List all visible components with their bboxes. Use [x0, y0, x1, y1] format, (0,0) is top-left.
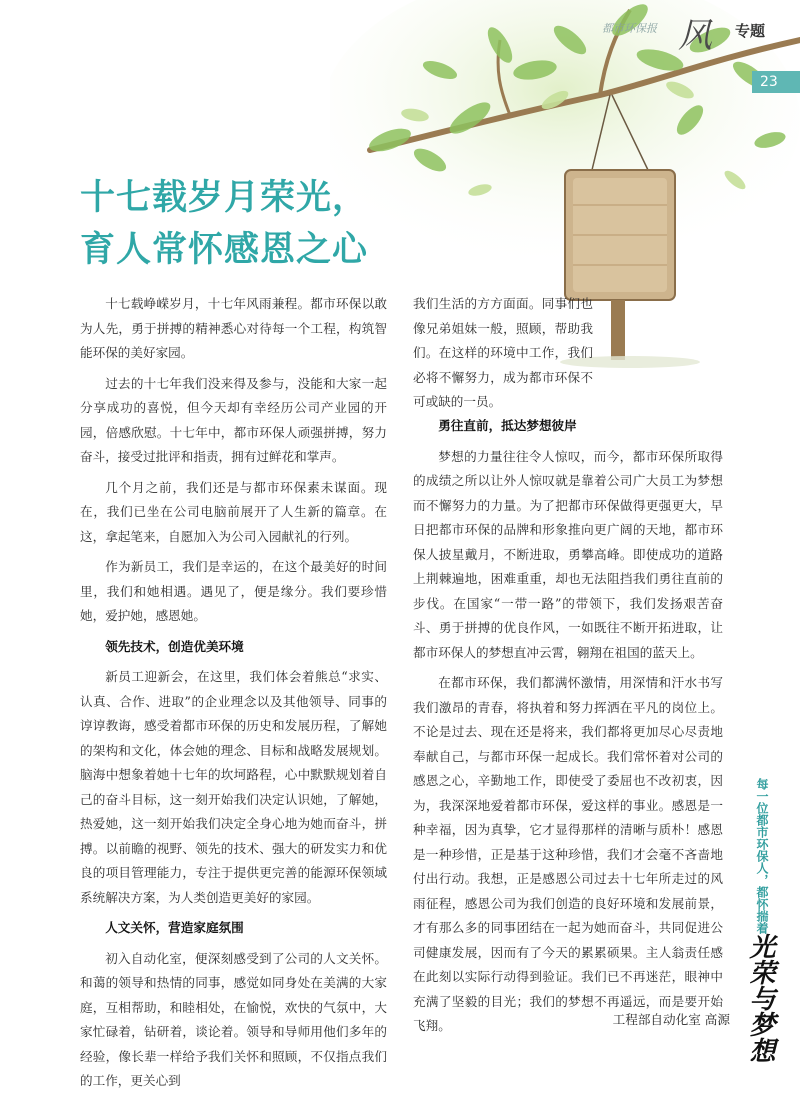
- side-calligraphy: 光荣与梦想: [745, 933, 775, 1063]
- section-heading: 领先技术，创造优美环境: [105, 638, 244, 654]
- paragraph: 在都市环保，我们都满怀激情，用深情和汗水书写我们激昂的青春，将执着和努力挥洒在平凡的岗位上。不论是过去、现在还是将来，我们都将更加尽心尽责地奉献自己，与都市环保一起成长。我们常怀着对公司的感恩之心，辛勤地工作，即使受了委屈也不改初衷，因为，我深深地爱着都市环保，爱这样的事业。感恩是一种幸福，因为真挚，它才显得那样的清晰与质朴！感恩是一种珍惜，正是基于这种珍惜，我们才会毫不吝啬地付出行动。我想，正是感恩公司过去十七年所走过的风雨征程，感恩公司为我们创造的良好环境和发展前景，才有那么多的同事团结在一起为她而奋斗，共同促进公司健康发展，因而有了今天的累累硕果。主人翁责任感在此刻以实际行动得到验证。我们已不再迷茫，眼神中充满了坚毅的目光；我们的梦想不再遥远，而是要开始飞翔。: [413, 675, 723, 1033]
- section-heading: 人文关怀，营造家庭氛围: [105, 920, 244, 935]
- paragraph: 十七载峥嵘岁月，十七年风雨兼程。都市环保以敢为人先，勇于拼搏的精神悉心对待每一个工程，构筑智能环保的美好家园。: [80, 296, 387, 360]
- side-slogan: 每一位都市环保人，都怀揣着: [755, 778, 769, 934]
- paragraph: 作为新员工，我们是幸运的，在这个最美好的时间里，我们和她相遇。遇见了，便是缘分。我们要珍惜她，爱护她，感恩她。: [80, 559, 387, 623]
- paragraph: 梦想的力量往往令人惊叹，而今，都市环保所取得的成绩之所以让外人惊叹就是靠着公司广大员工为梦想而不懈努力的力量。为了把都市环保做得更强更大，早日把都市环保的品牌和形象推向更广阔的天地，都市环保人披星戴月，不断进取，勇攀高峰。即使成功的道路上荆棘遍地，困难重重，却也无法阻挡我们勇往直前的步伐。在国家“一带一路”的带领下，我们发扬艰苦奋斗、勇于拼搏的优良作风，一如既往不断开拓进取，让都市环保人的梦想直冲云霄，翱翔在祖国的蓝天上。: [413, 448, 723, 660]
- header-brand: 都市环保报: [602, 22, 657, 35]
- paragraph: 新员工迎新会，在这里，我们体会着熊总“求实、认真、合作、进取”的企业理念以及其他领导、同事的谆谆教诲，感受着都市环保的历史和发展历程，了解她的架构和文化，体会她的理念、目标和战略发展规划。脑海中想象着她十七年的坎坷路程，心中默默规划着自己的奋斗目标，这一刻开始我们决定认识她，了解她，热爱她，这一刻开始我们决定全身心地为她而奋斗，拼搏。以前瞻的视野、领先的技术、强大的研发实力和优良的项目管理能力，专注于提供更完善的能源环保领域系统解决方案，为人类创造更美好的家园。: [80, 669, 387, 905]
- title-line-1: 十七载岁月荣光，: [80, 178, 369, 218]
- paragraph: 我们生活的方方面面。同事们也像兄弟姐妹一般，照顾，帮助我们。在这样的环境中工作，我们必将不懈努力，成为都市环保不可或缺的一员。: [413, 296, 593, 409]
- header-glyph: 风: [678, 16, 712, 56]
- right-column: [413, 414, 723, 1039]
- section-heading: 勇往直前，抵达梦想彼岸: [438, 418, 577, 433]
- title-line-2: 育人常怀感恩之心: [80, 230, 369, 270]
- right-column-continuation: [413, 292, 593, 415]
- author-signature: 工程部自动化室 高源: [612, 1012, 730, 1027]
- paragraph: 几个月之前，我们还是与都市环保素未谋面。现在，我们已坐在公司电脑前展开了人生新的篇章。在这，拿起笔来，自愿加入为公司入园献礼的行列。: [80, 479, 387, 544]
- left-column: [80, 292, 387, 1094]
- paragraph: 过去的十七年我们没来得及参与，没能和大家一起分享成功的喜悦，但今天却有幸经历公司产业园的开园，倍感欣慰。十七年中，都市环保人顽强拼搏，努力奋斗，接受过批评和指责，拥有过鲜花和掌声。: [80, 375, 387, 464]
- paragraph: 初入自动化室，便深刻感受到了公司的人文关怀。和蔼的领导和热情的同事，感觉如同身处在美满的大家庭，互相帮助，和睦相处，在愉悦，欢快的气氛中，大家忙碌着，钻研着，谈论着。领导和导师用他们多年的经验，像长辈一样给予我们关怀和照顾，不仅指点我们的工作，更关心到: [80, 950, 387, 1088]
- section-tag: 专题: [735, 22, 766, 40]
- page-number: 23: [752, 71, 800, 93]
- article-title: [80, 172, 440, 276]
